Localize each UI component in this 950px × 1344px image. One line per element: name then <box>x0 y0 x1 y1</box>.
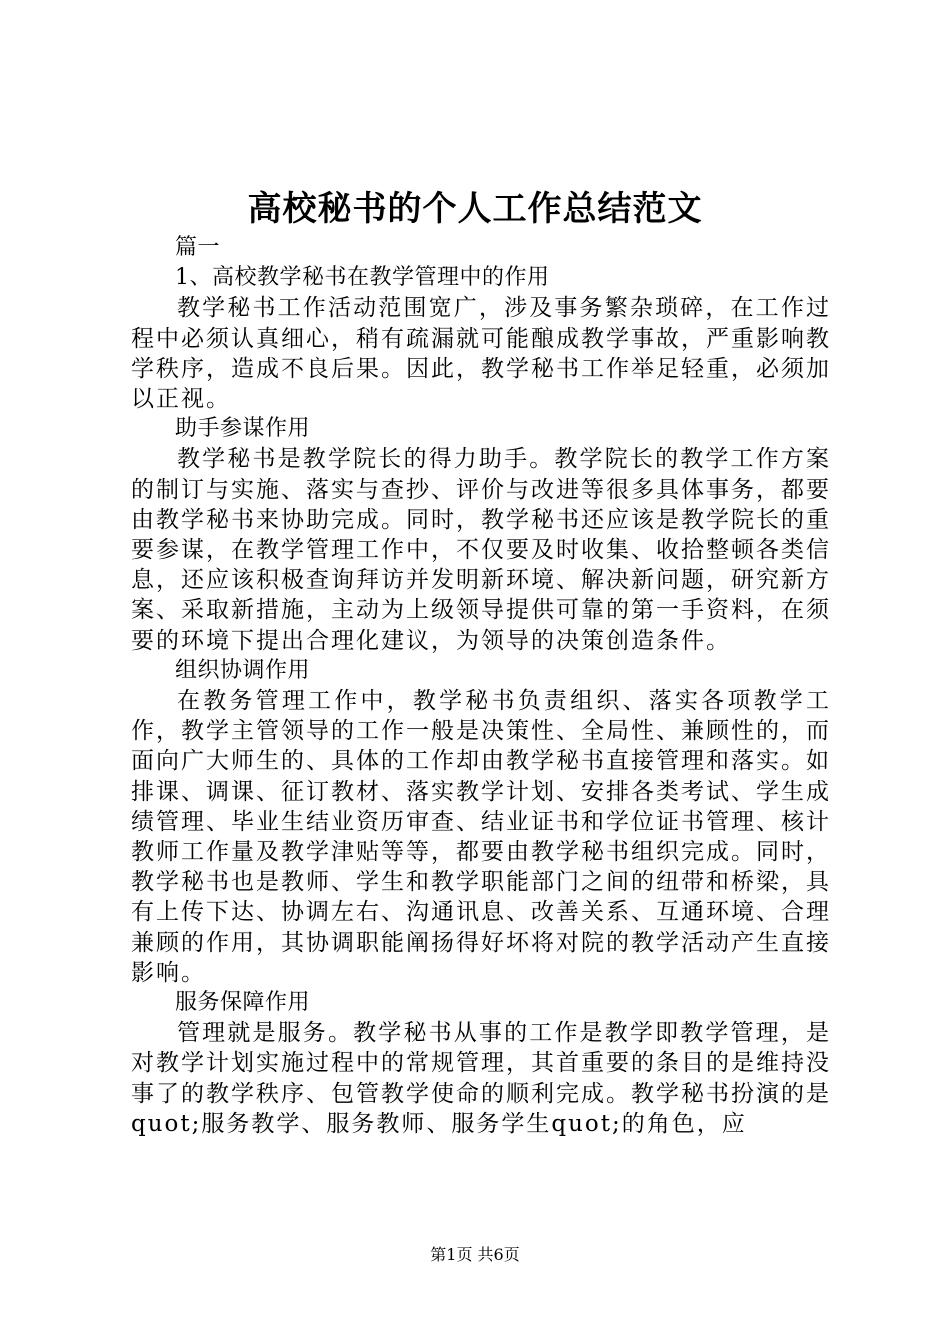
page-number: 第1页 共6页 <box>430 1245 520 1264</box>
paragraph-assistant: 教学秘书是教学院长的得力助手。教学院长的教学工作方案的制订与实施、落实与查抄、评价与改进等很多具体事务，都要由教学秘书来协助完成。同时，教学秘书还应该是教学院长的重要参谋，在教学管理工作中，不仅要及时收集、收拾整顿各类信息，还应该积极查询拜访并发明新环境、解决新问题，研究新方案、采取新措施，主动为上级领导提供可靠的第一手资料，在须要的环境下提出合理化建议，为领导的决策创造条件。 <box>131 446 831 654</box>
subheading-service: 服务保障作用 <box>175 990 311 1016</box>
document-body <box>131 233 831 1139</box>
paragraph-coordination: 在教务管理工作中，教学秘书负责组织、落实各项教学工作，教学主管领导的工作一般是决策性、全局性、兼顾性的，而面向广大师生的、具体的工作却由教学秘书直接管理和落实。如排课、调课、征订教材、落实教学计划、安排各类考试、学生成绩管理、毕业生结业资历审查、结业证书和学位证书管理、核计教师工作量及教学津贴等等，都要由教学秘书组织完成。同时，教学秘书也是教师、学生和教学职能部门之间的纽带和桥梁，具有上传下达、协调左右、沟通讯息、改善关系、互通环境、合理兼顾的作用，其协调职能阐扬得好坏将对院的教学活动产生直接影响。 <box>131 688 831 986</box>
section-label: 篇一 <box>175 235 221 260</box>
document-title: 高校秘书的个人工作总结范文 <box>247 189 703 229</box>
subheading-coordination: 组织协调作用 <box>175 657 311 683</box>
paragraph-service: 管理就是服务。教学秘书从事的工作是教学即教学管理，是对教学计划实施过程中的常规管理，其首重要的条目的是维持没事了的教学秩序、包管教学使命的顺利完成。教学秘书扮演的是quot;服务教学、服务教师、服务学生quot;的角色，应 <box>131 1020 831 1137</box>
subheading-assistant: 助手参谋作用 <box>175 416 311 442</box>
paragraph-intro: 教学秘书工作活动范围宽广，涉及事务繁杂琐碎，在工作过程中必须认真细心，稍有疏漏就可能酿成教学事故，严重影响教学秩序，造成不良后果。因此，教学秘书工作举足轻重，必须加以正视。 <box>131 295 831 413</box>
subheading-role: 1、高校教学秘书在教学管理中的作用 <box>175 265 550 291</box>
